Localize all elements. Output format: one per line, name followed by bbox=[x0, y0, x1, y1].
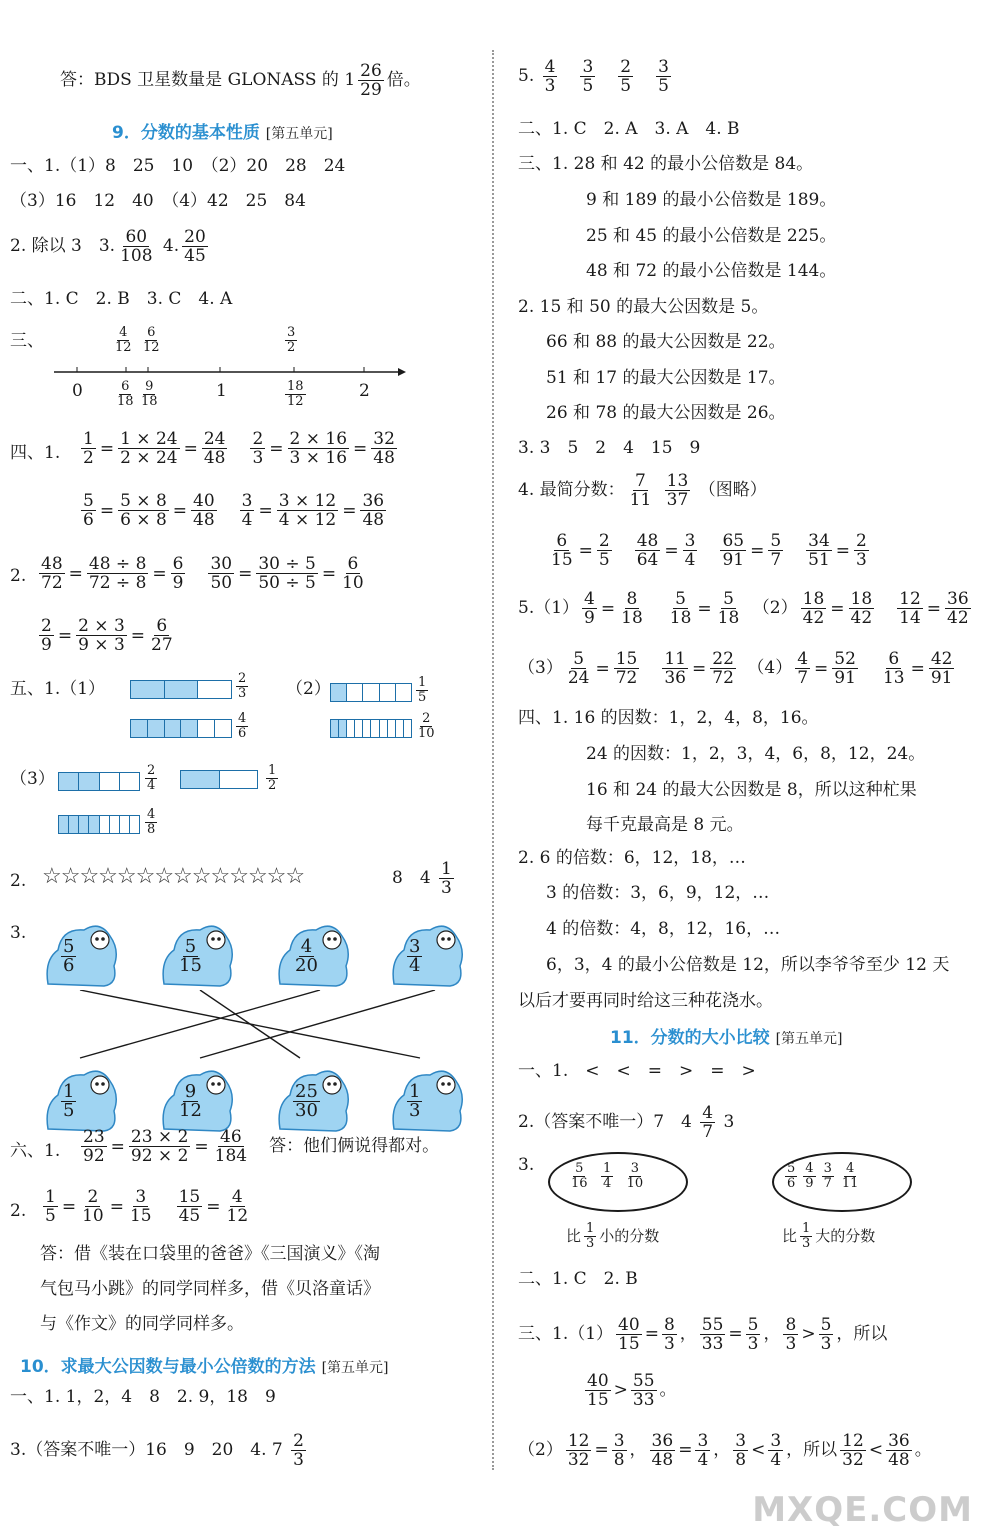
clouds-label: 3. bbox=[10, 923, 27, 943]
fraction: $\frac{24}{48}$ bbox=[203, 429, 226, 468]
fraction: $\frac{5}{6}$ bbox=[83, 491, 94, 530]
section-10-title: 10．求最大公因数与最小公倍数的方法 [第五单元] bbox=[20, 1357, 389, 1377]
fraction-bar bbox=[58, 772, 140, 791]
fraction: $\frac{2}{3}$ bbox=[238, 671, 247, 701]
fraction: $\frac{1}{3}$ bbox=[586, 1221, 595, 1251]
fraction: $\frac{1}{5}$ bbox=[63, 1081, 75, 1121]
fraction: $\frac{36}{48}$ bbox=[651, 1431, 674, 1470]
fraction: $\frac{36}{48}$ bbox=[888, 1431, 910, 1470]
fraction: $\frac{3}{4}$ bbox=[770, 1431, 782, 1470]
r-part2: 二、1. C 2. A 3. A 4. B bbox=[518, 119, 740, 139]
fraction: $\frac{55}{33}$ bbox=[701, 1315, 724, 1354]
fraction: $\frac{3}{4}$ bbox=[697, 1431, 709, 1470]
fraction: $\frac{23}{92}$ bbox=[83, 1127, 105, 1166]
fraction: $\frac{15}{45}$ bbox=[178, 1187, 201, 1226]
matching-lines bbox=[70, 990, 470, 1060]
part6-answer-2: 气包马小跳》的同学同样多，借《贝洛童话》 bbox=[40, 1279, 380, 1299]
fraction: $\frac{5}{3}$ bbox=[747, 1315, 759, 1354]
fraction: $\frac{65}{91}$ bbox=[722, 531, 745, 570]
watermark: MXQE.COM bbox=[752, 1490, 973, 1530]
fraction: $\frac{1}{3}$ bbox=[441, 859, 452, 898]
fraction: $\frac{36}{48}$ bbox=[362, 491, 385, 530]
fraction: $\frac{3}{4}$ bbox=[684, 531, 696, 570]
fraction: $\frac{4}{11}$ bbox=[841, 1161, 859, 1191]
fraction: $\frac{5}{16}$ bbox=[571, 1161, 588, 1191]
fraction: $\frac{36}{42}$ bbox=[947, 589, 969, 628]
column-divider bbox=[492, 50, 494, 1470]
fraction: $\frac{3}{7}$ bbox=[823, 1161, 832, 1191]
fraction: $\frac{3 \times 12}{4 \times 12}$ bbox=[278, 491, 337, 530]
s9-q2: 2. 除以 3 3. $\frac{60}{108}$ 4. $\frac{20}{45}$ bbox=[10, 227, 206, 266]
r-part3-2a: 2. 15 和 50 的最大公因数是 5。 bbox=[518, 297, 769, 317]
fraction: $\frac{2}{3}$ bbox=[252, 429, 264, 468]
fraction: $\frac{1}{4}$ bbox=[602, 1161, 612, 1191]
part6-answer-3: 与《作文》的同学同样多。 bbox=[40, 1314, 244, 1334]
fraction: $\frac{1}{3}$ bbox=[802, 1221, 811, 1251]
s10-q1: 一、1. 1，2，4 8 2. 9，18 9 bbox=[10, 1387, 276, 1407]
s9-part4: 四、1. bbox=[10, 443, 61, 463]
fraction: $\frac{4}{7}$ bbox=[702, 1103, 714, 1142]
fraction: $\frac{5}{15}$ bbox=[179, 936, 202, 976]
r-part3-3: 3. 3 5 2 4 15 9 bbox=[518, 438, 701, 458]
s9-part5-q1-2: （2） bbox=[286, 679, 331, 699]
s11-q3: 3. bbox=[518, 1155, 535, 1175]
nl-top-6-12 bbox=[138, 326, 165, 355]
fraction: $\frac{6}{15}$ bbox=[551, 531, 573, 570]
fraction: $\frac{5}{3}$ bbox=[820, 1315, 832, 1354]
cloud-bottom-4 bbox=[390, 1065, 465, 1135]
fraction: $\frac{8}{18}$ bbox=[621, 589, 643, 628]
r-part4-2e: 以后才要再同时给这三种花浇水。 bbox=[518, 991, 773, 1011]
r-part3-2b: 66 和 88 的最大公因数是 22。 bbox=[546, 332, 786, 352]
s9-q1-line1: 一、1.（1）8 25 10 （2）20 28 24 bbox=[10, 156, 346, 176]
fraction: $\frac{1}{2}$ bbox=[83, 429, 94, 468]
nl-bottom-9-18 bbox=[136, 380, 163, 409]
s11-q1: 一、1. < < = > = > bbox=[518, 1061, 756, 1081]
fraction: $\frac{5 \times 8}{6 \times 8}$ bbox=[120, 491, 167, 530]
s10-q3: 3.（答案不唯一）16 9 20 4. 7 $\frac{2}{3}$ bbox=[10, 1431, 304, 1470]
r-part3-2d: 26 和 78 的最大公因数是 26。 bbox=[546, 403, 786, 423]
fraction: $\frac{40}{15}$ bbox=[587, 1371, 609, 1410]
stars-label: 2. bbox=[10, 871, 27, 891]
fraction: $\frac{4}{12}$ bbox=[115, 325, 132, 355]
fraction: $\frac{12}{14}$ bbox=[899, 589, 921, 628]
fraction: $\frac{2}{5}$ bbox=[598, 531, 610, 570]
oval2-label: 比 $\frac{1}{3}$ 大的分数 bbox=[782, 1221, 876, 1251]
bar-frac-2-10 bbox=[413, 712, 440, 741]
fraction: $\frac{48}{72}$ bbox=[41, 554, 63, 593]
s9-part5-q1-3: （3） bbox=[10, 769, 55, 789]
fraction: $\frac{1}{5}$ bbox=[45, 1187, 56, 1226]
r-part4-2c: 4 的倍数：4，8，12，16，… bbox=[546, 919, 781, 939]
fraction: $\frac{2}{4}$ bbox=[147, 763, 156, 793]
fraction: $\frac{1}{2}$ bbox=[268, 763, 277, 793]
part4-row4: $\frac{2}{9}$ = $\frac{2 \times 3}{9 \times 3}$ = $\frac{6}{27}$ bbox=[41, 616, 173, 655]
fraction: $\frac{6}{12}$ bbox=[143, 325, 160, 355]
s9-part2: 二、1. C 2. B 3. C 4. A bbox=[10, 289, 233, 309]
r-part3-4: 4. 最简分数： $\frac{7}{11}$ $\frac{13}{37}$ （图略） bbox=[518, 471, 767, 510]
fraction: $\frac{6}{13}$ bbox=[882, 649, 905, 688]
cloud-top-3 bbox=[276, 920, 351, 990]
fraction: $\frac{2 \times 3}{9 \times 3}$ bbox=[78, 616, 125, 655]
r-part3-4-row: $\frac{6}{15}$ = $\frac{2}{5}$ $\frac{48}{64}$ = $\frac{3}{4}$ $\frac{65}{91}$ = $\frac{5}{7}$ $\frac{34}{51}$ = $\frac{2}{3}$ bbox=[551, 531, 867, 570]
answer-top: 答：BDS 卫星数量是 GLONASS 的 1 $\frac{26}{29}$ 倍。 bbox=[60, 61, 421, 100]
fraction: $\frac{4}{6}$ bbox=[238, 711, 247, 741]
bar-frac-4-8 bbox=[142, 808, 160, 837]
fraction: $\frac{8}{3}$ bbox=[663, 1315, 675, 1354]
cloud-top-4 bbox=[390, 920, 465, 990]
s9-part3: 三、 bbox=[10, 331, 44, 351]
cloud-bottom-2 bbox=[160, 1065, 235, 1135]
r-part4-2b: 3 的倍数：3，6，9，12，… bbox=[546, 883, 770, 903]
fraction: $\frac{3}{15}$ bbox=[129, 1187, 152, 1226]
section-9-title: 9．分数的基本性质 [第五单元] bbox=[112, 123, 333, 143]
fraction-bar bbox=[130, 719, 232, 738]
fraction: $\frac{22}{72}$ bbox=[712, 649, 734, 688]
fraction: $\frac{5}{18}$ bbox=[669, 589, 692, 628]
s9-part6-q1: 六、1. bbox=[10, 1141, 61, 1161]
fraction: $\frac{30}{50}$ bbox=[210, 554, 233, 593]
fraction: $\frac{46}{184}$ bbox=[214, 1127, 248, 1166]
fraction: $\frac{13}{37}$ bbox=[666, 471, 689, 510]
fraction-bar bbox=[330, 719, 412, 738]
fraction: $\frac{12}{32}$ bbox=[842, 1431, 864, 1470]
nl-tick-0: 0 bbox=[72, 381, 83, 401]
fraction: $\frac{40}{48}$ bbox=[193, 491, 215, 530]
fraction: $\frac{5}{7}$ bbox=[770, 531, 782, 570]
r-part4-2a: 2. 6 的倍数：6，12，18，… bbox=[518, 848, 746, 868]
r-part4-1b: 24 的因数：1，2，3，4，6，8，12，24。 bbox=[586, 744, 926, 764]
fraction: $\frac{9}{18}$ bbox=[141, 379, 158, 409]
fraction: $\frac{60}{108}$ bbox=[120, 227, 153, 266]
fraction: $\frac{23 \times 2}{92 \times 2}$ bbox=[130, 1127, 189, 1166]
fraction: $\frac{32}{48}$ bbox=[373, 429, 395, 468]
fraction: $\frac{3}{4}$ bbox=[241, 491, 253, 530]
fraction: $\frac{30 \div 5}{50 \div 5}$ bbox=[258, 554, 316, 593]
nl-top-3-2 bbox=[282, 326, 300, 355]
fraction: $\frac{4}{8}$ bbox=[147, 807, 156, 837]
s11-part3-2: （2） $\frac{12}{32}$ = $\frac{3}{8}$ ， $\frac{36}{48}$ = $\frac{3}{4}$ ， $\frac{3}{8}$ < $\frac{3}{4}$ ，所以 $\frac{12}{32}$ < $\frac{36}{48}$ 。 bbox=[518, 1431, 932, 1470]
fraction: $\frac{26}{29}$ bbox=[360, 61, 382, 100]
fraction: $\frac{6}{10}$ bbox=[342, 554, 364, 593]
bar-frac-1-2 bbox=[263, 764, 281, 793]
fraction: $\frac{5}{18}$ bbox=[717, 589, 740, 628]
s11-part2: 二、1. C 2. B bbox=[518, 1269, 638, 1289]
fraction: $\frac{7}{11}$ bbox=[629, 471, 652, 510]
fraction: $\frac{25}{30}$ bbox=[295, 1081, 318, 1121]
s9-part5-q1: 五、1.（1） bbox=[10, 679, 106, 699]
fraction: $\frac{2}{10}$ bbox=[82, 1187, 104, 1226]
number-line bbox=[50, 362, 410, 386]
fraction-bar bbox=[180, 770, 258, 789]
bar-frac-2-4 bbox=[142, 764, 160, 793]
s11-part3-1: 三、1.（1） $\frac{40}{15}$ = $\frac{8}{3}$ ， $\frac{55}{33}$ = $\frac{5}{3}$ ， $\frac{8}{3}$ > $\frac{5}{3}$ ，所以 bbox=[518, 1315, 888, 1354]
r-part3-1a: 三、1. 28 和 42 的最小公倍数是 84。 bbox=[518, 154, 814, 174]
stars-answer: 8 4 $\frac{1}{3}$ bbox=[392, 859, 452, 898]
fraction: $\frac{3}{4}$ bbox=[409, 936, 421, 976]
cloud-bottom-1 bbox=[44, 1065, 119, 1135]
r-part4-1d: 每千克最高是 8 元。 bbox=[586, 815, 744, 835]
fraction: $\frac{11}{36}$ bbox=[664, 649, 686, 688]
fraction: $\frac{48}{64}$ bbox=[636, 531, 659, 570]
fraction: $\frac{3}{10}$ bbox=[626, 1161, 644, 1191]
fraction: $\frac{2}{9}$ bbox=[41, 616, 52, 655]
fraction: $\frac{4}{3}$ bbox=[544, 57, 556, 96]
fraction: $\frac{5}{6}$ bbox=[787, 1161, 796, 1191]
r-part3-5a: 5.（1） $\frac{4}{9}$ = $\frac{8}{18}$ $\frac{5}{18}$ = $\frac{5}{18}$ （2） $\frac{18}{42}$ = $\frac{18}{42}$ $\frac{12}{14}$ = $\frac{36}{42}$ bbox=[518, 589, 969, 628]
fraction: $\frac{3}{8}$ bbox=[613, 1431, 625, 1470]
fraction: $\frac{4}{9}$ bbox=[805, 1161, 814, 1191]
bar-frac-1-5 bbox=[413, 676, 431, 705]
cloud-top-1 bbox=[44, 920, 119, 990]
fraction-bar bbox=[58, 815, 140, 834]
oval2-fracs bbox=[782, 1162, 863, 1191]
nl-tick-1: 1 bbox=[216, 381, 227, 401]
s11-q2: 2.（答案不唯一）7 4 $\frac{4}{7}$ 3 bbox=[518, 1103, 735, 1142]
part6-answer-1: 答：借《装在口袋里的爸爸》《三国演义》《淘 bbox=[40, 1244, 380, 1264]
fraction-bar bbox=[130, 680, 232, 699]
cloud-top-2 bbox=[160, 920, 235, 990]
r-part4-1a: 四、1. 16 的因数：1，2，4，8，16。 bbox=[518, 708, 819, 728]
fraction: $\frac{1}{5}$ bbox=[418, 675, 427, 705]
fraction: $\frac{3}{2}$ bbox=[287, 325, 296, 355]
r-part3-5b: （3） $\frac{5}{24}$ = $\frac{15}{72}$ $\frac{11}{36}$ = $\frac{22}{72}$ （4） $\frac{4}{7}$ = $\frac{52}{91}$ $\frac{6}{13}$ = $\frac{42}{91}$ bbox=[518, 649, 953, 688]
fraction: $\frac{18}{12}$ bbox=[287, 379, 304, 409]
fraction: $\frac{6}{27}$ bbox=[151, 616, 173, 655]
r-part4-2d: 6，3，4 的最小公倍数是 12，所以李爷爷至少 12 天 bbox=[546, 955, 950, 975]
part4-row3: $\frac{48}{72}$ = $\frac{48 \div 8}{72 \div 8}$ = $\frac{6}{9}$ $\frac{30}{50}$ = $\frac{30 \div 5}{50 \div 5}$ = $\frac{6}{10}$ bbox=[41, 554, 364, 593]
fraction: $\frac{52}{91}$ bbox=[834, 649, 856, 688]
part6-q2-eq: $\frac{1}{5}$ = $\frac{2}{10}$ = $\frac{3}{15}$ $\frac{15}{45}$ = $\frac{4}{12}$ bbox=[45, 1187, 249, 1226]
fraction: $\frac{1}{3}$ bbox=[409, 1081, 421, 1121]
fraction: $\frac{6}{9}$ bbox=[172, 554, 184, 593]
r-part4-1c: 16 和 24 的最大公因数是 8，所以这种杧果 bbox=[586, 780, 917, 800]
r-part3-1c: 25 和 45 的最小公倍数是 225。 bbox=[586, 226, 837, 246]
oval1-label: 比 $\frac{1}{3}$ 小的分数 bbox=[566, 1221, 660, 1251]
nl-tick-2: 2 bbox=[359, 381, 370, 401]
fraction: $\frac{8}{3}$ bbox=[785, 1315, 797, 1354]
fraction: $\frac{48 \div 8}{72 \div 8}$ bbox=[88, 554, 147, 593]
fraction: $\frac{5}{6}$ bbox=[63, 936, 75, 976]
oval1-fracs bbox=[566, 1162, 648, 1191]
fraction: $\frac{1 \times 24}{2 \times 24}$ bbox=[120, 429, 178, 468]
fraction: $\frac{2}{10}$ bbox=[418, 711, 435, 741]
s11-part3-1-result: $\frac{40}{15}$ > $\frac{55}{33}$ 。 bbox=[587, 1371, 677, 1410]
fraction: $\frac{34}{51}$ bbox=[808, 531, 830, 570]
part4-q2: 2. bbox=[10, 566, 27, 586]
bar-frac-2-3 bbox=[233, 672, 251, 701]
fraction: $\frac{4}{20}$ bbox=[295, 936, 318, 976]
fraction: $\frac{18}{42}$ bbox=[850, 589, 873, 628]
part4-row2: $\frac{5}{6}$ = $\frac{5 \times 8}{6 \times 8}$ = $\frac{40}{48}$ $\frac{3}{4}$ = $\frac{3 \times 12}{4 \times 12}$ = $\frac{36}{48}$ bbox=[83, 491, 385, 530]
s9-q1-line2: （3）16 12 40 （4）42 25 84 bbox=[10, 191, 306, 211]
part6-q1-eq: $\frac{23}{92}$ = $\frac{23 \times 2}{92 \times 2}$ = $\frac{46}{184}$ 答：他们俩说得都对。 bbox=[83, 1127, 440, 1166]
s9-part6-q2: 2. bbox=[10, 1201, 27, 1221]
cloud-bottom-3 bbox=[276, 1065, 351, 1135]
fraction: $\frac{40}{15}$ bbox=[618, 1315, 640, 1354]
fraction: $\frac{5}{24}$ bbox=[567, 649, 590, 688]
stars-row: ☆☆☆☆☆☆☆☆☆☆☆☆☆☆ bbox=[42, 864, 305, 889]
fraction-bar bbox=[330, 683, 412, 702]
r-part3-2c: 51 和 17 的最大公因数是 17。 bbox=[546, 368, 786, 388]
nl-bottom-18-12 bbox=[282, 380, 309, 409]
fraction: $\frac{9}{12}$ bbox=[179, 1081, 202, 1121]
fraction: $\frac{55}{33}$ bbox=[632, 1371, 655, 1410]
fraction: $\frac{42}{91}$ bbox=[930, 649, 953, 688]
r-q5: 5. $\frac{4}{3}$ $\frac{3}{5}$ $\frac{2}{5}$ $\frac{3}{5}$ bbox=[518, 57, 669, 96]
fraction: $\frac{3}{5}$ bbox=[658, 57, 669, 96]
fraction: $\frac{15}{72}$ bbox=[615, 649, 638, 688]
bar-frac-4-6 bbox=[233, 712, 251, 741]
fraction: $\frac{2}{3}$ bbox=[856, 531, 867, 570]
fraction: $\frac{2}{5}$ bbox=[620, 57, 632, 96]
r-part3-1d: 48 和 72 的最小公倍数是 144。 bbox=[586, 261, 837, 281]
fraction: $\frac{4}{12}$ bbox=[226, 1187, 249, 1226]
fraction: $\frac{20}{45}$ bbox=[184, 227, 206, 266]
fraction: $\frac{2}{3}$ bbox=[293, 1431, 304, 1470]
fraction: $\frac{12}{32}$ bbox=[567, 1431, 590, 1470]
nl-bottom-6-18 bbox=[112, 380, 139, 409]
nl-top-4-12 bbox=[110, 326, 137, 355]
fraction: $\frac{2 \times 16}{3 \times 16}$ bbox=[289, 429, 348, 468]
section-11-title: 11．分数的大小比较 [第五单元] bbox=[610, 1028, 843, 1048]
fraction: $\frac{4}{7}$ bbox=[797, 649, 809, 688]
fraction: $\frac{4}{9}$ bbox=[584, 589, 595, 628]
fraction: $\frac{6}{18}$ bbox=[117, 379, 134, 409]
part4-row1: $\frac{1}{2}$ = $\frac{1 \times 24}{2 \times 24}$ = $\frac{24}{48}$ $\frac{2}{3}$ = $\frac{2 \times 16}{3 \times 16}$ = $\frac{32}{48}$ bbox=[83, 429, 395, 468]
fraction: $\frac{3}{5}$ bbox=[582, 57, 594, 96]
r-part3-1b: 9 和 189 的最小公倍数是 189。 bbox=[586, 190, 837, 210]
fraction: $\frac{3}{8}$ bbox=[735, 1431, 747, 1470]
fraction: $\frac{18}{42}$ bbox=[802, 589, 825, 628]
